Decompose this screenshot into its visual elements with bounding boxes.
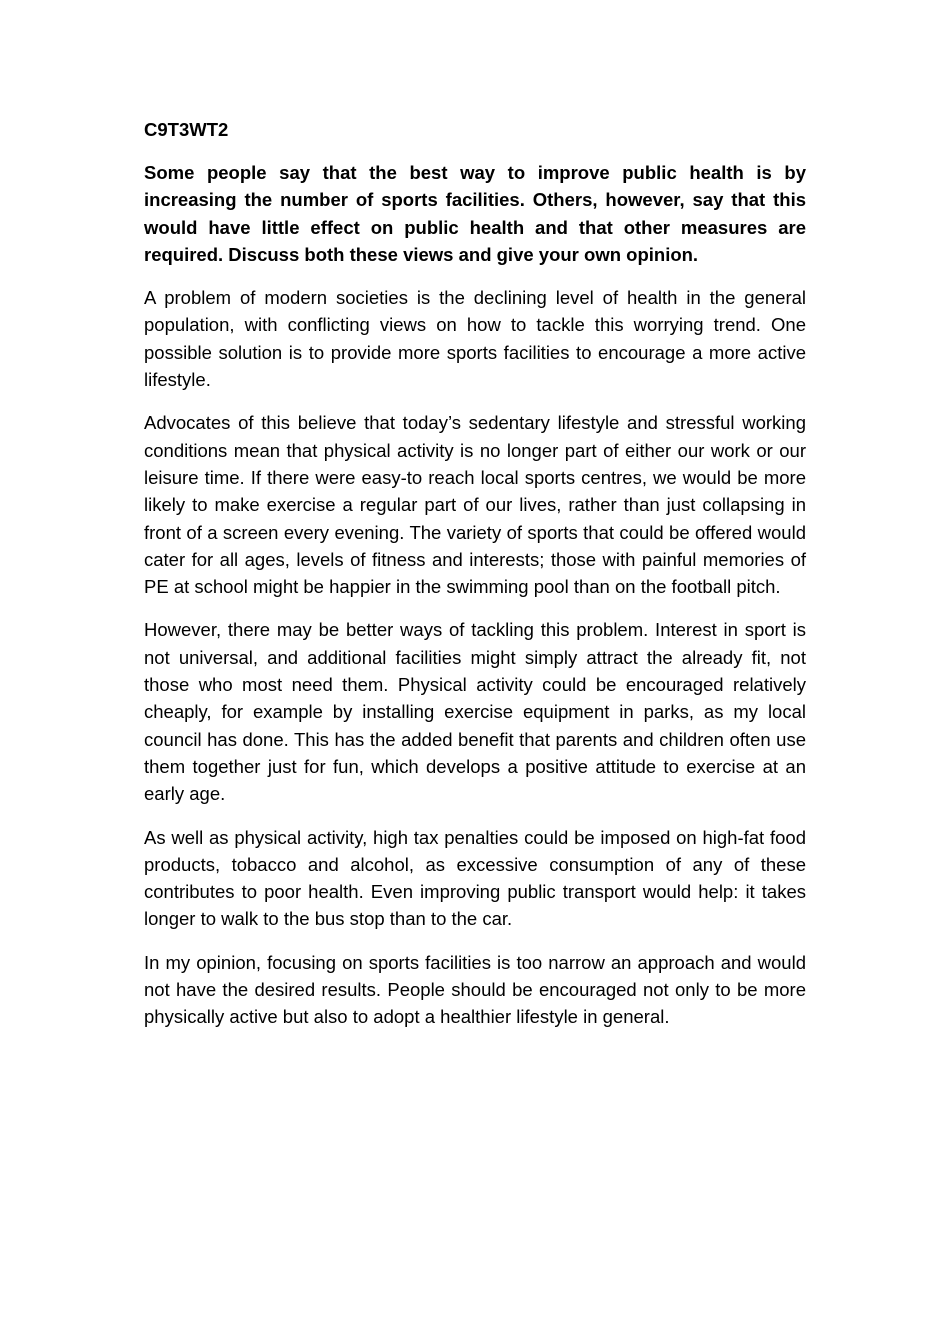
essay-paragraph-conclusion: In my opinion, focusing on sports facilities is too narrow an approach and would not have the desired results. People should be encouraged not only to be more physically active but also to adopt a healthier lifestyle in general.: [144, 951, 806, 1028]
document-page: [144, 116, 806, 1047]
essay-paragraph-intro: A problem of modern societies is the declining level of health in the general population, with conflicting views on how to tackle this worrying trend. One possible solution is to provide more sports facilities to encourage a more active lifestyle.: [144, 287, 806, 391]
essay-paragraph-other-measures: As well as physical activity, high tax penalties could be imposed on high-fat food products, tobacco and alcohol, as excessive consumption of any of these contributes to poor health. Even improving public transport would help: it takes longer to walk to the bus stop than to the car.: [144, 826, 806, 930]
essay-prompt: Some people say that the best way to improve public health is by increasing the number of sports facilities. Others, however, say that this would have little effect on public health and that other measures are required. Discuss both these views and give your own opinion.: [144, 162, 806, 265]
essay-paragraph-alternatives: However, there may be better ways of tackling this problem. Interest in sport is not universal, and additional facilities might simply attract the already fit, not those who most need them. Physical activity could be encouraged relatively cheaply, for example by installing exercise equipment in parks, as my local council has done. This has the added benefit that parents and children often use them together just for fun, which develops a positive attitude to exercise at an early age.: [144, 619, 806, 805]
essay-paragraph-advocates: Advocates of this believe that today’s sedentary lifestyle and stressful working conditions mean that physical activity is no longer part of either our work or our leisure time. If there were easy-to reach local sports centres, we would be more likely to make exercise a regular part of our lives, rather than just collapsing in front of a screen every evening. The variety of sports that could be offered would cater for all ages, levels of fitness and interests; those with painful memories of PE at school might be happier in the swimming pool than on the football pitch.: [144, 412, 806, 598]
document-code: C9T3WT2: [144, 119, 229, 140]
